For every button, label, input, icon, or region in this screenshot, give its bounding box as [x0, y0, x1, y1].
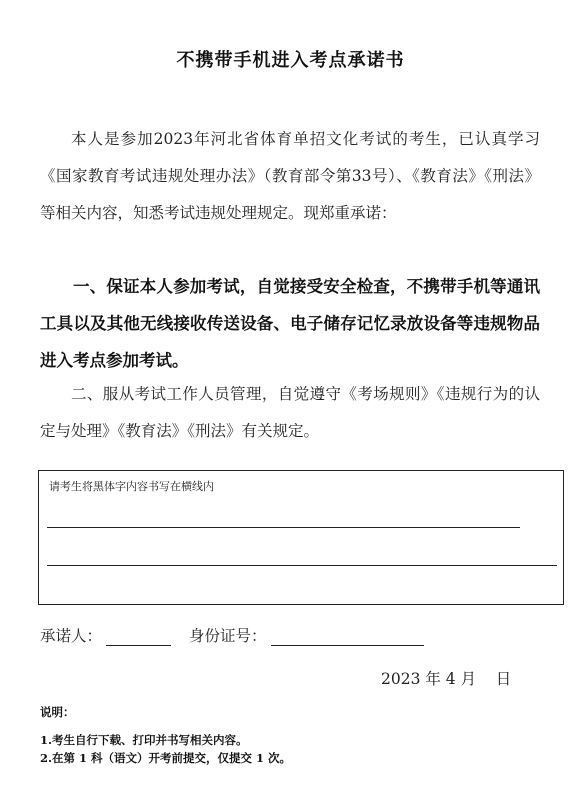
handwriting-line-1[interactable]	[47, 527, 520, 528]
pledge-item-1: 一、保证本人参加考试，自觉接受安全检查，不携带手机等通讯工具以及其他无线接收传送设备、电子储存记忆录放设备等违规物品进入考点参加考试。	[40, 277, 540, 370]
id-number-label: 身份证号：	[189, 627, 267, 645]
intro-paragraph: 本人是参加2023年河北省体育单招文化考试的考生，已认真学习《国家教育考试违规处理办法》（教育部令第33号）、《教育法》《刑法》等相关内容，知悉考试违规处理规定。现郑重承诺：	[40, 130, 540, 222]
notes-heading: 说明：	[40, 705, 75, 719]
document-title: 不携带手机进入考点承诺书	[176, 50, 405, 71]
signature-row	[40, 624, 424, 646]
handwriting-hint: 请考生将黑体字内容书写在横线内	[49, 480, 214, 493]
note-item: 2.在第 1 科（语文）开考前提交，仅提交 1 次。	[40, 751, 292, 765]
date-line: 2023 年 4 月 日	[381, 670, 512, 688]
handwriting-box	[38, 470, 564, 605]
handwriting-line-2[interactable]	[47, 565, 557, 566]
promisor-blank[interactable]	[106, 627, 171, 646]
note-item: 1.考生自行下载、打印并书写相关内容。	[40, 733, 248, 747]
notes-list	[40, 731, 291, 767]
promisor-label: 承诺人：	[40, 627, 103, 645]
id-number-blank[interactable]	[271, 627, 424, 646]
pledge-item-2: 二、服从考试工作人员管理，自觉遵守《考场规则》《违规行为的认定与处理》《教育法》《刑法》有关规定。	[40, 385, 540, 440]
